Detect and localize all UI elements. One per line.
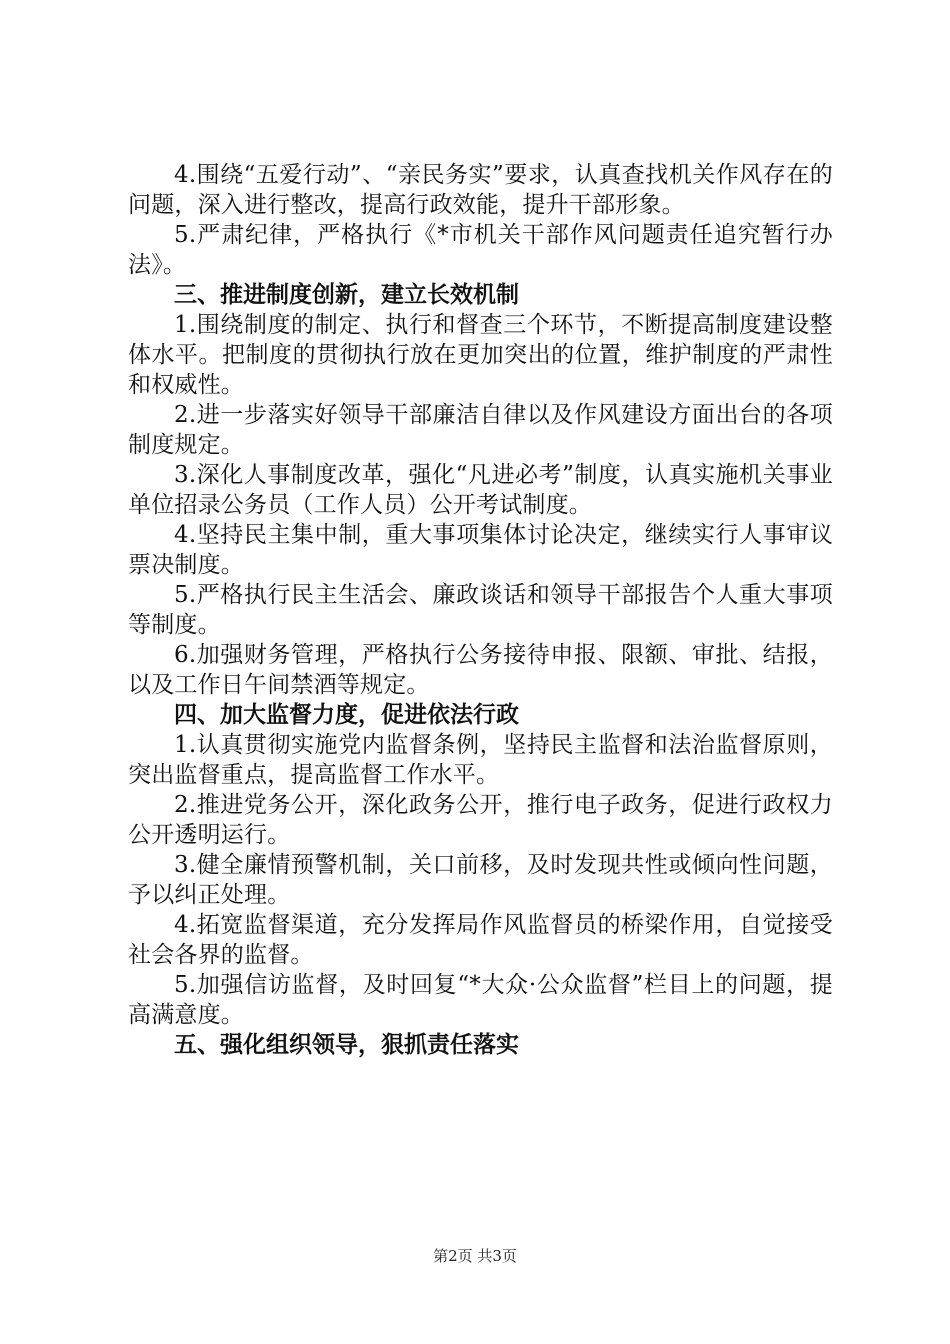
paragraph-4-4: 4.拓宽监督渠道，充分发挥局作风监督员的桥梁作用，自觉接受社会各界的监督。 <box>128 912 833 968</box>
section-heading-4: 四、加大监督力度，促进依法行政 <box>174 702 519 728</box>
paragraph-4-5: 5.加强信访监督，及时回复“*大众·公众监督”栏目上的问题，提高满意度。 <box>128 972 833 1028</box>
section-heading-3: 三、推进制度创新，建立长效机制 <box>174 282 519 308</box>
page-number-footer: 第2页 共3页 <box>433 1247 517 1265</box>
paragraph-3-1: 1.围绕制度的制定、执行和督查三个环节，不断提高制度建设整体水平。把制度的贯彻执行放在更加突出的位置，维护制度的严肃性和权威性。 <box>128 312 833 398</box>
paragraph-item-5: 5.严肃纪律，严格执行《*市机关干部作风问题责任追究暂行办法》。 <box>128 222 833 278</box>
paragraph-3-6: 6.加强财务管理，严格执行公务接待申报、限额、审批、结报，以及工作日午间禁酒等规定。 <box>128 642 833 698</box>
paragraph-item-4: 4.围绕“五爱行动”、“亲民务实”要求，认真查找机关作风存在的问题，深入进行整改，提高行政效能，提升干部形象。 <box>128 162 833 218</box>
paragraph-3-4: 4.坚持民主集中制，重大事项集体讨论决定，继续实行人事审议票决制度。 <box>128 522 833 578</box>
paragraph-3-2: 2.进一步落实好领导干部廉洁自律以及作风建设方面出台的各项制度规定。 <box>128 402 833 458</box>
paragraph-4-2: 2.推进党务公开，深化政务公开，推行电子政务，促进行政权力公开透明运行。 <box>128 792 833 848</box>
paragraph-4-1: 1.认真贯彻实施党内监督条例，坚持民主监督和法治监督原则，突出监督重点，提高监督工作水平。 <box>128 732 833 788</box>
document-body <box>128 160 833 1060</box>
paragraph-3-3: 3.深化人事制度改革，强化“凡进必考”制度，认真实施机关事业单位招录公务员（工作人员）公开考试制度。 <box>128 462 833 518</box>
paragraph-3-5: 5.严格执行民主生活会、廉政谈话和领导干部报告个人重大事项等制度。 <box>128 582 833 638</box>
section-heading-5: 五、强化组织领导，狠抓责任落实 <box>174 1032 519 1058</box>
paragraph-4-3: 3.健全廉情预警机制，关口前移，及时发现共性或倾向性问题，予以纠正处理。 <box>128 852 833 908</box>
